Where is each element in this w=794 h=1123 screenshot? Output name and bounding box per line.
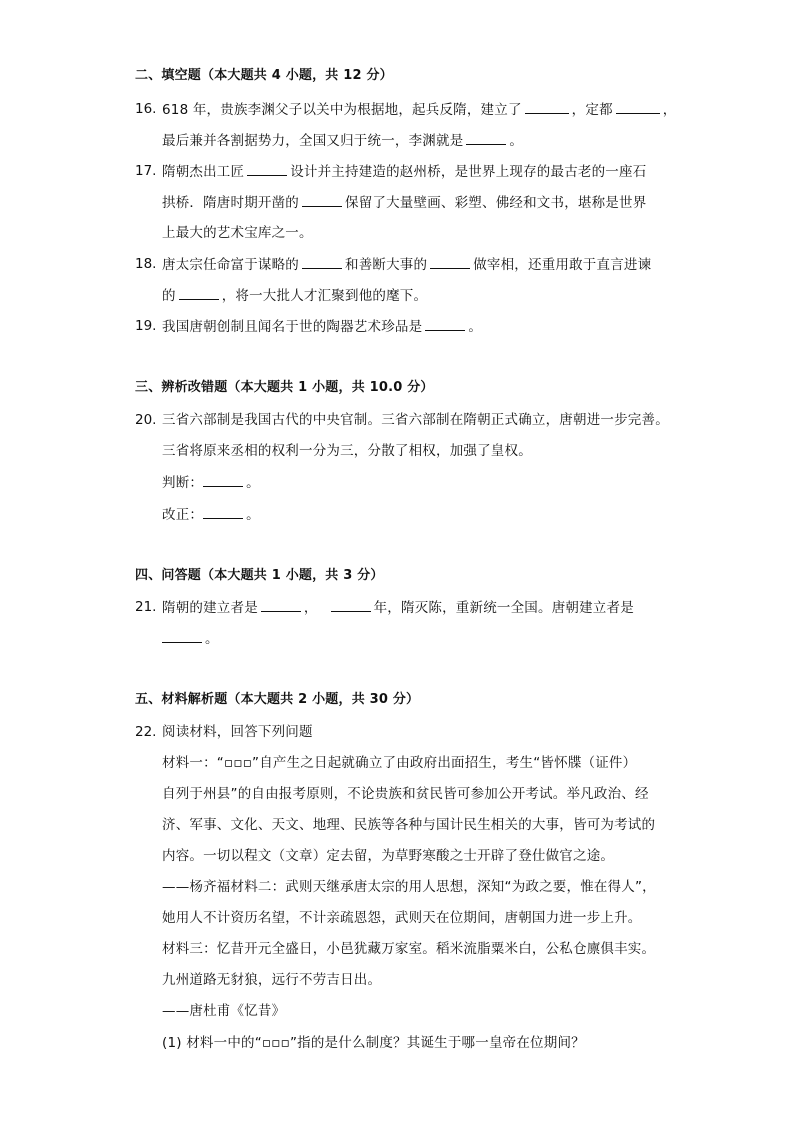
answer-blank[interactable] bbox=[162, 629, 202, 643]
question-number-20: 20. bbox=[135, 412, 157, 428]
material-1-line-3: 济、军事、文化、天文、地理、民族等各种与国计民生相关的大事，皆可为考试的 bbox=[162, 817, 656, 833]
material-2-line-2: 她用人不计资历名望，不计亲疏恩怨，武则天在位期间，唐朝国力进一步上升。 bbox=[162, 910, 642, 926]
question-number-22: 22. bbox=[135, 724, 157, 740]
section-heading-qa: 四、问答题（本大题共 1 小题，共 3 分） bbox=[135, 568, 384, 583]
material-1-line-4: 内容。一切以程文（文章）定去留，为草野寒酸之士开辟了登仕做官之途。 bbox=[162, 848, 615, 864]
text: 。 bbox=[205, 631, 219, 647]
answer-blank[interactable] bbox=[247, 162, 287, 176]
text: 618 年，贵族李渊父子以关中为根据地，起兵反隋，建立了 bbox=[162, 102, 522, 118]
text: 做宰相，还重用敢于直言进谏 bbox=[473, 257, 652, 273]
text: ，定都 bbox=[571, 102, 613, 118]
material-2-line-1: ——杨齐福材料二：武则天继承唐太宗的用人思想，深知“为政之要，惟在得人”， bbox=[162, 879, 656, 895]
answer-blank[interactable] bbox=[466, 131, 506, 145]
question-17-line-2 bbox=[162, 193, 646, 212]
text: 。 bbox=[509, 133, 524, 149]
answer-blank[interactable] bbox=[525, 100, 569, 114]
text: 设计并主持建造的赵州桥，是世界上现存的最古老的一座石 bbox=[290, 164, 647, 180]
sub-question-1: (1) 材料一中的“▫▫▫”指的是什么制度？其诞生于哪一皇帝在位期间？ bbox=[162, 1035, 585, 1051]
text: 我国唐朝创制且闻名于世的陶器艺术珍品是 bbox=[162, 319, 423, 335]
text: ，将一大批人才汇聚到他的麾下。 bbox=[221, 288, 428, 304]
question-20-judge bbox=[162, 473, 260, 492]
text: 拱桥．隋唐时期开凿的 bbox=[162, 195, 299, 211]
question-number-19: 19. bbox=[135, 318, 157, 334]
question-number-17: 17. bbox=[135, 163, 157, 179]
section-heading-fill-blank: 二、填空题（本大题共 4 小题，共 12 分） bbox=[135, 68, 393, 83]
answer-blank[interactable] bbox=[616, 100, 660, 114]
material-3-source: ——唐杜甫《忆昔》 bbox=[162, 1003, 286, 1019]
question-18-line-2 bbox=[162, 286, 427, 305]
material-1-line-2: 自列于州县”的自由报考原则，不论贵族和贫民皆可参加公开考试。举凡政治、经 bbox=[162, 786, 649, 802]
question-number-18: 18. bbox=[135, 256, 157, 272]
text: 改正： bbox=[162, 507, 204, 523]
question-16-line-2 bbox=[162, 131, 523, 150]
answer-blank[interactable] bbox=[302, 255, 342, 269]
answer-blank[interactable] bbox=[302, 193, 342, 207]
answer-blank[interactable] bbox=[203, 473, 243, 487]
question-20-correct bbox=[162, 505, 260, 524]
question-17-line-1 bbox=[162, 162, 646, 181]
material-3-line-2: 九州道路无豺狼，远行不劳吉日出。 bbox=[162, 972, 382, 988]
text: 。 bbox=[246, 475, 260, 491]
question-21-line-1 bbox=[162, 598, 634, 617]
answer-blank[interactable] bbox=[430, 255, 470, 269]
answer-blank[interactable] bbox=[179, 286, 219, 300]
answer-blank[interactable] bbox=[425, 317, 465, 331]
question-number-21: 21. bbox=[135, 599, 157, 615]
text: ， bbox=[303, 600, 318, 616]
answer-blank[interactable] bbox=[203, 505, 243, 519]
question-20-line-2: 三省将原来丞相的权利一分为三，分散了相权，加强了皇权。 bbox=[162, 443, 532, 459]
text: 隋朝杰出工匠 bbox=[162, 164, 245, 180]
section-heading-correction: 三、辨析改错题（本大题共 1 小题，共 10.0 分） bbox=[135, 380, 434, 395]
question-22-prompt: 阅读材料，回答下列问题 bbox=[162, 724, 313, 740]
text: 和善断大事的 bbox=[345, 257, 428, 273]
material-3-line-1: 材料三：忆昔开元全盛日，小邑犹藏万家室。稻米流脂粟米白，公私仓廪俱丰实。 bbox=[162, 941, 656, 957]
text: 最后兼并各割据势力，全国又归于统一，李渊就是 bbox=[162, 133, 464, 149]
question-18-line-1 bbox=[162, 255, 651, 274]
text: 隋朝的建立者是 bbox=[162, 600, 258, 616]
question-17-line-3: 上最大的艺术宝库之一。 bbox=[162, 225, 313, 241]
text: 保留了大量壁画、彩塑、佛经和文书，堪称是世界 bbox=[345, 195, 647, 211]
answer-blank[interactable] bbox=[331, 598, 371, 612]
text: 。 bbox=[468, 319, 483, 335]
text: 年，隋灭陈，重新统一全国。唐朝建立者是 bbox=[373, 600, 634, 616]
question-21-line-2 bbox=[162, 629, 219, 648]
answer-blank[interactable] bbox=[261, 598, 301, 612]
text: ， bbox=[662, 102, 677, 118]
question-20-line-1: 三省六部制是我国古代的中央官制。三省六部制在隋朝正式确立，唐朝进一步完善。 bbox=[162, 412, 669, 428]
text: 的 bbox=[162, 288, 176, 304]
material-1-line-1: 材料一：“▫▫▫”自产生之日起就确立了由政府出面招生，考生“皆怀牒（证件） bbox=[162, 755, 637, 771]
text: 判断： bbox=[162, 475, 204, 491]
question-19-line-1 bbox=[162, 317, 482, 336]
text: 。 bbox=[246, 507, 260, 523]
question-number-16: 16. bbox=[135, 101, 157, 117]
question-16-line-1 bbox=[162, 100, 676, 119]
section-heading-material: 五、材料解析题（本大题共 2 小题，共 30 分） bbox=[135, 692, 420, 707]
text: 唐太宗任命富于谋略的 bbox=[162, 257, 299, 273]
